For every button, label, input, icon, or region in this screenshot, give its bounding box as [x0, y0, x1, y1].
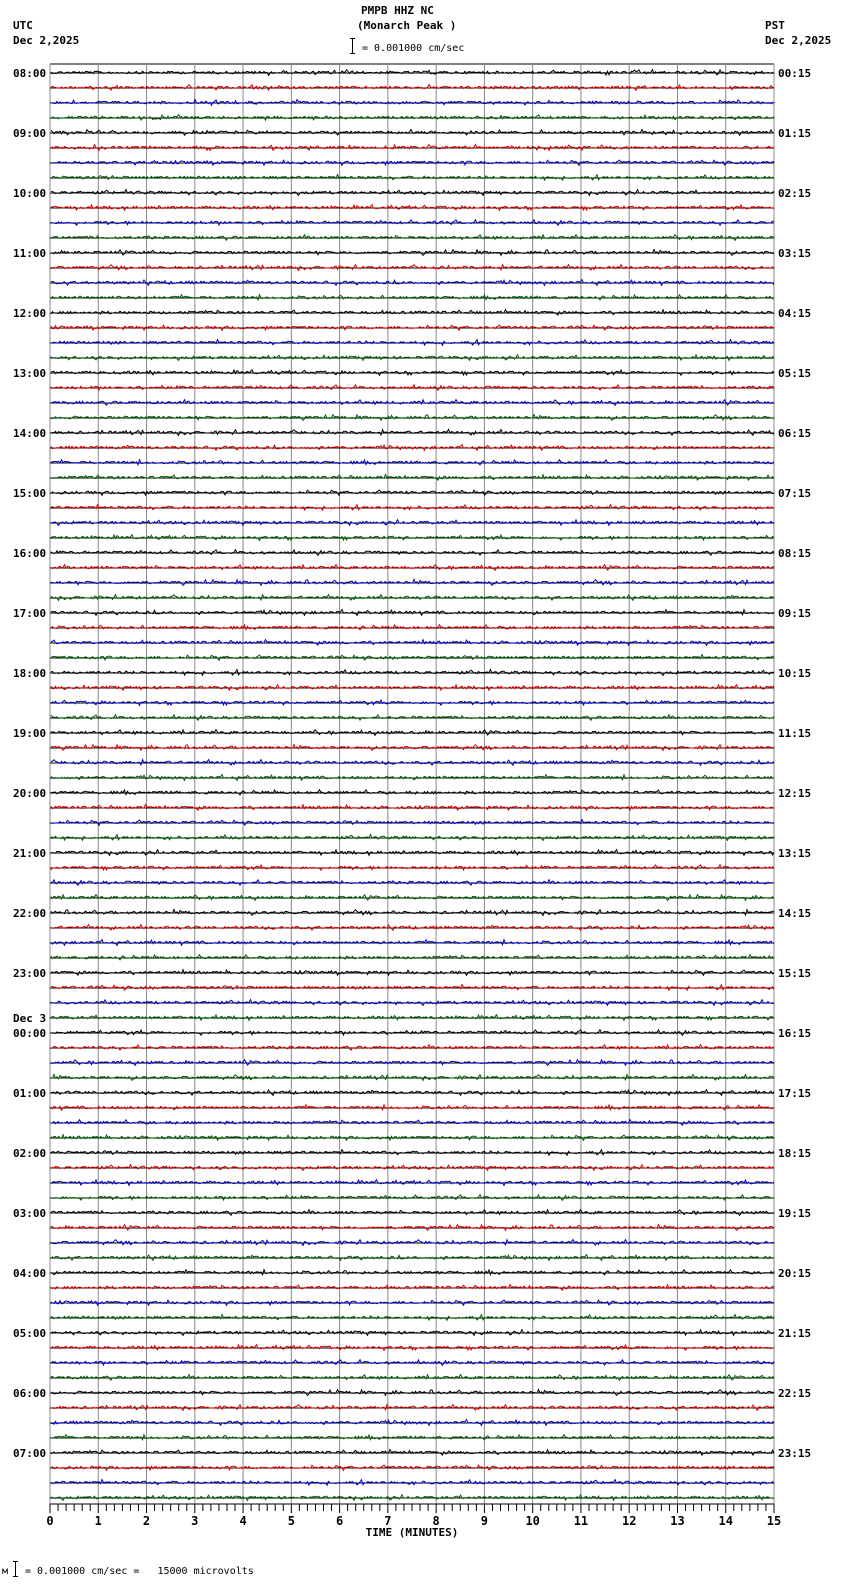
seismic-trace — [51, 1300, 774, 1305]
seismic-trace — [51, 100, 774, 106]
seismic-trace — [51, 430, 774, 436]
right-time-label: 09:15 — [778, 607, 812, 620]
left-time-label: 02:00 — [13, 1147, 47, 1160]
right-time-label: 14:15 — [778, 907, 812, 920]
seismic-trace — [51, 955, 774, 960]
seismic-trace — [51, 580, 774, 586]
x-tick-label: 0 — [46, 1514, 54, 1528]
seismic-trace — [51, 1405, 774, 1411]
seismic-trace — [51, 760, 774, 766]
right-timezone: PST — [765, 19, 785, 32]
left-time-label: 22:00 — [13, 907, 47, 920]
seismic-trace — [51, 1450, 774, 1456]
seismic-trace — [51, 910, 774, 916]
seismic-trace — [51, 640, 774, 646]
right-time-label: 18:15 — [778, 1147, 812, 1160]
left-time-label: 21:00 — [13, 847, 47, 860]
left-time-label: 17:00 — [13, 607, 47, 620]
left-time-label: 09:00 — [13, 127, 47, 140]
x-tick-label: 10 — [525, 1514, 540, 1528]
seismic-trace — [51, 745, 774, 751]
right-time-label: 17:15 — [778, 1087, 812, 1100]
right-time-label: 22:15 — [778, 1387, 812, 1400]
seismic-trace — [51, 865, 774, 871]
seismic-trace — [51, 1435, 774, 1440]
left-time-label: 10:00 — [13, 187, 47, 200]
seismic-trace — [51, 70, 774, 76]
x-tick-label: 8 — [432, 1514, 440, 1528]
seismic-trace — [51, 565, 774, 571]
seismic-trace — [51, 1150, 774, 1156]
seismic-trace — [51, 685, 774, 691]
seismic-trace — [51, 475, 774, 481]
seismic-trace — [51, 295, 774, 300]
seismic-trace — [51, 340, 774, 346]
seismic-trace — [51, 265, 774, 271]
left-time-label: 23:00 — [13, 967, 47, 980]
seismic-trace — [51, 325, 774, 330]
seismic-trace — [51, 130, 774, 136]
x-tick-label: 7 — [384, 1514, 392, 1528]
right-time-label: 11:15 — [778, 727, 812, 740]
seismic-trace — [51, 355, 774, 361]
scale-text: = 0.001000 cm/sec — [362, 43, 465, 54]
seismic-trace — [51, 505, 774, 511]
left-time-label: 04:00 — [13, 1267, 47, 1280]
left-time-label: 07:00 — [13, 1447, 47, 1460]
right-time-label: 03:15 — [778, 247, 812, 260]
x-axis-title: TIME (MINUTES) — [365, 1526, 459, 1539]
left-time-label: 15:00 — [13, 487, 47, 500]
seismic-trace — [51, 1390, 774, 1396]
x-tick-label: 5 — [287, 1514, 295, 1528]
left-time-label: 08:00 — [13, 67, 47, 80]
seismic-trace — [51, 1225, 774, 1231]
right-time-label: 15:15 — [778, 967, 812, 980]
seismic-trace — [51, 250, 774, 256]
x-tick-label: 11 — [573, 1514, 589, 1528]
seismic-trace — [51, 625, 774, 630]
seismic-trace — [51, 670, 774, 676]
footer-prefix: м — [2, 1566, 9, 1577]
seismic-trace — [51, 1420, 774, 1426]
right-time-label: 00:15 — [778, 67, 812, 80]
seismic-trace — [51, 1045, 774, 1051]
left-time-label: 01:00 — [13, 1087, 47, 1100]
right-time-label: 10:15 — [778, 667, 812, 680]
seismic-trace — [51, 1195, 774, 1201]
seismic-trace — [51, 805, 774, 811]
right-time-label: 20:15 — [778, 1267, 812, 1280]
seismic-trace — [51, 460, 774, 465]
seismic-trace — [51, 730, 774, 736]
x-tick-label: 3 — [191, 1514, 199, 1528]
footer-scale-text: = 0.001000 cm/sec = 15000 microvolts — [25, 1566, 254, 1577]
right-time-label: 12:15 — [778, 787, 812, 800]
left-time-label: 18:00 — [13, 667, 47, 680]
footer-scale-bar-icon — [13, 1561, 18, 1577]
right-time-label: 07:15 — [778, 487, 812, 500]
seismic-trace — [51, 1375, 774, 1381]
left-time-label: 20:00 — [13, 787, 47, 800]
left-date-label: Dec 3 — [13, 1012, 47, 1025]
left-time-label: 03:00 — [13, 1207, 47, 1220]
x-tick-label: 15 — [766, 1514, 782, 1528]
seismic-trace — [51, 310, 774, 316]
seismic-trace — [51, 115, 774, 121]
seismic-trace — [51, 1270, 774, 1275]
x-tick-label: 2 — [142, 1514, 151, 1528]
right-time-label: 08:15 — [778, 547, 812, 560]
seismic-trace — [51, 1120, 774, 1126]
left-timezone: UTC — [13, 19, 33, 32]
seismic-trace — [51, 1285, 774, 1291]
site-name: (Monarch Peak ) — [357, 19, 457, 32]
left-date: Dec 2,2025 — [13, 34, 80, 47]
left-time-label: 16:00 — [13, 547, 47, 560]
left-time-label: 14:00 — [13, 427, 47, 440]
seismic-trace — [51, 1315, 774, 1321]
seismic-trace — [51, 370, 774, 376]
seismic-trace — [51, 1090, 774, 1096]
x-tick-label: 4 — [239, 1514, 247, 1528]
seismic-trace — [51, 790, 774, 795]
left-time-label: 00:00 — [13, 1027, 47, 1040]
x-tick-label: 14 — [718, 1514, 733, 1528]
right-time-label: 23:15 — [778, 1447, 812, 1460]
seismic-trace — [51, 985, 774, 991]
right-time-label: 04:15 — [778, 307, 812, 320]
right-time-label: 02:15 — [778, 187, 812, 200]
right-time-label: 19:15 — [778, 1207, 812, 1220]
seismic-trace — [51, 1480, 774, 1486]
x-tick-label: 13 — [670, 1514, 685, 1528]
left-time-label: 13:00 — [13, 367, 47, 380]
left-time-label: 11:00 — [13, 247, 47, 260]
seismic-trace — [51, 820, 774, 826]
left-time-label: 19:00 — [13, 727, 47, 740]
seismic-trace — [51, 925, 774, 931]
seismic-trace — [51, 1180, 774, 1186]
right-time-label: 06:15 — [778, 427, 812, 440]
x-tick-label: 12 — [621, 1514, 637, 1528]
left-time-label: 12:00 — [13, 307, 47, 320]
right-time-label: 01:15 — [778, 127, 812, 140]
seismic-trace — [51, 1075, 774, 1081]
right-time-label: 05:15 — [778, 367, 812, 380]
left-time-label: 06:00 — [13, 1387, 47, 1400]
right-time-label: 16:15 — [778, 1027, 812, 1040]
station-title: PMPB HHZ NC — [361, 4, 434, 17]
x-tick-label: 6 — [335, 1514, 344, 1528]
seismic-trace — [51, 400, 774, 406]
right-date: Dec 2,2025 — [765, 34, 832, 47]
right-time-label: 13:15 — [778, 847, 812, 860]
left-time-label: 05:00 — [13, 1327, 47, 1340]
seismic-trace — [51, 235, 774, 241]
right-time-label: 21:15 — [778, 1327, 812, 1340]
seismic-trace — [51, 415, 774, 421]
seismic-trace — [51, 1240, 774, 1246]
x-tick-label: 9 — [480, 1514, 489, 1528]
seismic-trace — [51, 595, 774, 601]
seismic-trace — [51, 655, 774, 661]
seismic-trace — [51, 1015, 774, 1021]
seismic-trace — [51, 1210, 774, 1216]
seismic-trace — [51, 835, 774, 841]
x-tick-label: 1 — [94, 1514, 102, 1528]
seismic-trace — [51, 175, 774, 181]
